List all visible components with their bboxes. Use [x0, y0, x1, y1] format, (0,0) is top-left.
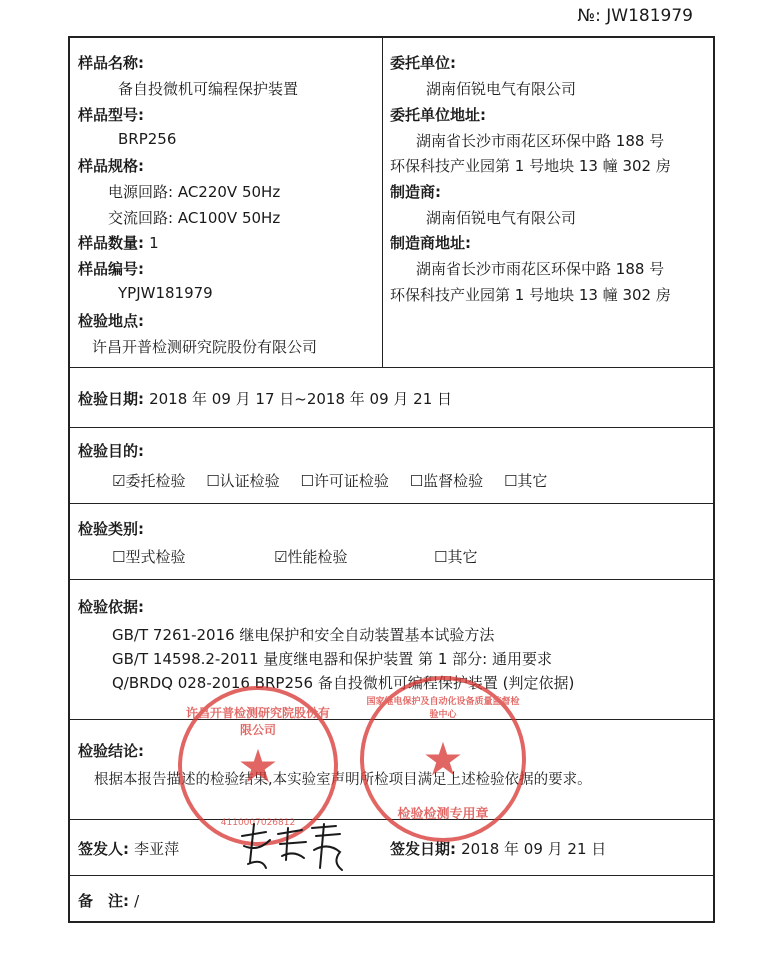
maker-value: 湖南佰锐电气有限公司: [426, 209, 577, 227]
test-date-value: 2018 年 09 月 17 日~2018 年 09 月 21 日: [149, 390, 453, 408]
spec-label: 样品规格:: [78, 157, 144, 175]
remark-section: [70, 876, 713, 921]
category-option-other: ☐其它: [434, 548, 478, 566]
maker-address-line1: 湖南省长沙市雨花区环保中路 188 号: [416, 260, 665, 278]
basis-item: GB/T 7261-2016 继电保护和安全自动装置基本试验方法: [112, 626, 495, 644]
report-number: №: JW181979: [577, 6, 693, 26]
basis-item: GB/T 14598.2-2011 量度继电器和保护装置 第 1 部分: 通用要求: [112, 650, 552, 668]
seal-star-icon: ★: [422, 732, 464, 786]
purpose-option-other: ☐其它: [503, 472, 548, 490]
institute-seal-code: 4110007026812: [220, 818, 296, 828]
test-date-label: 检验日期:: [78, 390, 144, 408]
inspection-seal-bottom-text: 检验检测专用章: [397, 807, 489, 822]
institute-seal-ring-text: 许昌开普检测研究院股份有限公司: [185, 706, 330, 737]
quantity-row: [78, 232, 159, 253]
spec-ac: 交流回路: AC100V 50Hz: [108, 209, 281, 227]
conclusion-text: 根据本报告描述的检验结果,本实验室声明所检项目满足上述检验依据的要求。: [94, 772, 592, 788]
sample-no: YPJW181979: [118, 284, 213, 302]
client-address-line1: 湖南省长沙市雨花区环保中路 188 号: [416, 132, 665, 150]
purpose-options: [112, 470, 547, 491]
signer-section: [70, 820, 713, 876]
signer-row: [78, 838, 179, 859]
category-option-type: ☐型式检验: [112, 548, 186, 566]
purpose-option-entrusted: ☑委托检验: [112, 472, 186, 490]
test-date-section: [70, 368, 713, 428]
remark-row: [78, 890, 139, 911]
model-label: 样品型号:: [78, 106, 144, 124]
category-option-performance: ☑性能检验: [274, 548, 348, 566]
remark-value: /: [134, 892, 140, 910]
sample-no-label: 样品编号:: [78, 260, 144, 278]
purpose-option-supervision: ☐监督检验: [409, 472, 484, 490]
category-section: [70, 504, 713, 580]
client-address-line2: 环保科技产业园第 1 号地块 13 幢 302 房: [390, 157, 671, 175]
sample-name-label: 样品名称:: [78, 54, 144, 72]
maker-label: 制造商:: [390, 183, 441, 201]
model-value: BRP256: [118, 130, 177, 148]
inspection-seal-ring-text: 国家继电保护及自动化设备质量监督检验中心: [366, 697, 520, 720]
place-label: 检验地点:: [78, 312, 144, 330]
handwritten-signature: [236, 822, 346, 874]
client-value: 湖南佰锐电气有限公司: [426, 80, 577, 98]
issue-date-row: [390, 838, 606, 859]
purpose-option-certification: ☐认证检验: [206, 472, 280, 490]
test-date-row: [78, 388, 452, 409]
purpose-label: 检验目的:: [78, 442, 144, 460]
conclusion-label: 检验结论:: [78, 742, 144, 760]
issue-date-label: 签发日期:: [390, 840, 456, 858]
remark-label: 备 注:: [78, 892, 129, 910]
seal-star-icon: ★: [237, 739, 279, 793]
maker-address-label: 制造商地址:: [390, 234, 471, 252]
quantity-value: 1: [149, 234, 159, 252]
signer-name: 李亚萍: [134, 840, 180, 858]
inspection-seal: [360, 676, 526, 842]
issue-date-value: 2018 年 09 月 21 日: [461, 840, 607, 858]
purpose-section: [70, 428, 713, 504]
basis-item: Q/BRDQ 028-2016 BRP256 备自投微机可编程保护装置 (判定依据): [112, 674, 575, 692]
sample-info-section: [70, 38, 713, 368]
purpose-option-license: ☐许可证检验: [300, 472, 389, 490]
sample-name: 备自投微机可编程保护装置: [118, 80, 299, 98]
spec-power: 电源回路: AC220V 50Hz: [108, 183, 281, 201]
basis-label: 检验依据:: [78, 598, 144, 616]
client-label: 委托单位:: [390, 54, 456, 72]
quantity-label: 样品数量:: [78, 234, 144, 252]
maker-address-line2: 环保科技产业园第 1 号地块 13 幢 302 房: [390, 286, 671, 304]
signer-label: 签发人:: [78, 840, 129, 858]
column-divider: [382, 38, 383, 367]
client-address-label: 委托单位地址:: [390, 106, 486, 124]
category-label: 检验类别:: [78, 520, 144, 538]
place-value: 许昌开普检测研究院股份有限公司: [92, 338, 318, 356]
